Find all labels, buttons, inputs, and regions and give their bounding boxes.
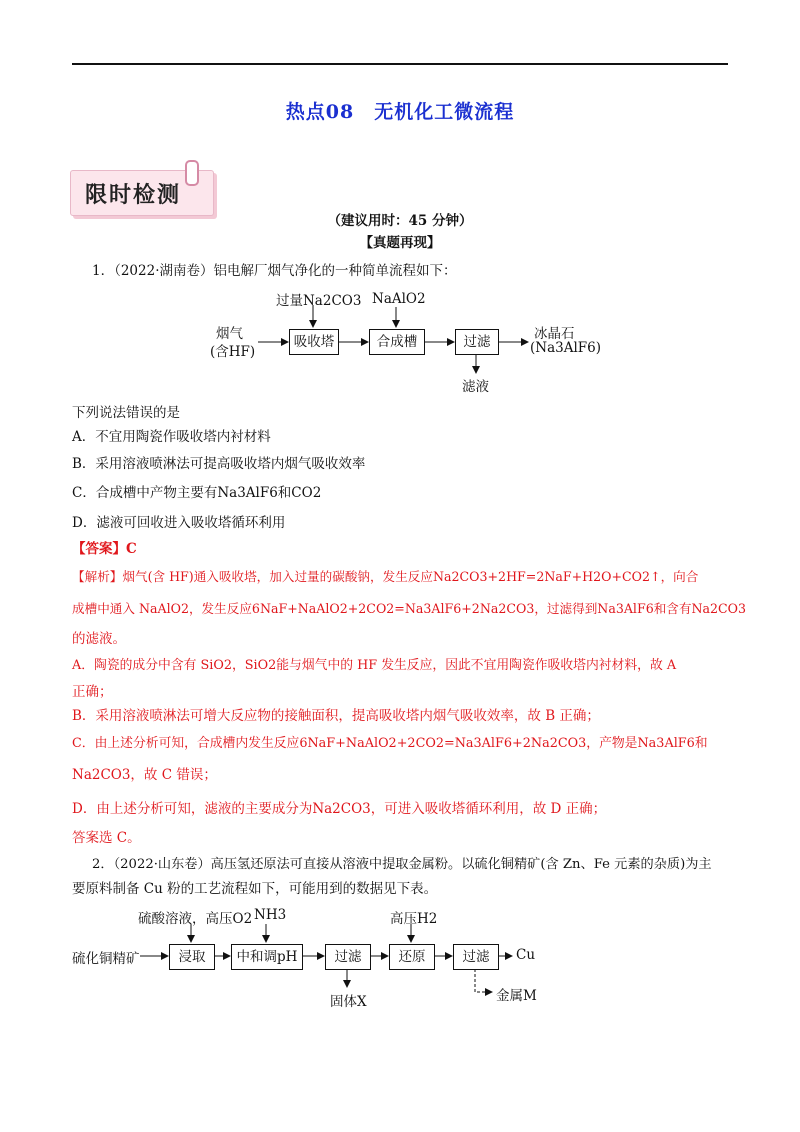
q1-analysis-line: 正确； (72, 684, 113, 700)
q1-analysis-line: 【解析】烟气(含 HF)通入吸收塔，加入过量的碳酸钠，发生反应Na2CO3+2HF=2NaF+H2O+CO2↑，向合 (72, 569, 699, 584)
q2-stem-1: 2．（2022·山东卷）高压氢还原法可直接从溶液中提取金属粉。以硫化铜精矿(含 Zn、Fe 元素的杂质)为主 (92, 857, 712, 872)
q1-output-2: (Na3AlF6) (530, 340, 602, 356)
q1-analysis-line: D．由上述分析可知，滤液的主要成分为Na2CO3，可进入吸收塔循环利用，故 D 正确； (72, 801, 607, 817)
q1-box-filter: 过滤 (455, 329, 499, 355)
q1-output-1: 冰晶石 (534, 326, 575, 342)
q1-option-b: B．采用溶液喷淋法可提高吸收塔内烟气吸收效率 (72, 456, 366, 472)
q1-analysis-line: 的滤液。 (72, 631, 126, 647)
q1-option-d: D．滤液可回收进入吸收塔循环利用 (72, 515, 286, 531)
q2-output: Cu (516, 947, 536, 963)
page-title: 热点08 无机化工微流程 (285, 101, 515, 123)
section-heading: 【真题再现】 (359, 235, 441, 251)
arrow2-metal (475, 969, 492, 992)
q1-analysis-line: Na2CO3，故 C 错误； (72, 767, 217, 783)
q1-reagent-2: NaAlO2 (372, 291, 426, 307)
q2-box-filter-1: 过滤 (325, 944, 371, 970)
q2-input: 硫化铜精矿 (72, 951, 140, 967)
time-note: （建议用时：45 分钟） (327, 213, 473, 229)
q1-analysis-line: 答案选 C。 (72, 830, 141, 846)
q2-metal: 金属M (496, 988, 537, 1004)
q1-analysis-line: C．由上述分析可知，合成槽内发生反应6NaF+NaAlO2+2CO2=Na3AlF6+2Na2CO3，产物是Na3AlF6和 (72, 736, 708, 751)
q1-box-absorber: 吸收塔 (289, 329, 339, 355)
q2-reagent-1: 硫酸溶液，高压O2 (138, 911, 253, 927)
badge-label: 限时检测 (85, 182, 182, 208)
q1-analysis-line: 成槽中通入 NaAlO2，发生反应6NaF+NaAlO2+2CO2=Na3AlF6+2Na2CO3，过滤得到Na3AlF6和含有Na2CO3 (72, 601, 747, 616)
q2-reagent-3: 高压H2 (390, 911, 438, 927)
q2-box-reduce: 还原 (389, 944, 435, 970)
q2-box-neutralize: 中和调pH (231, 944, 303, 970)
q1-option-a: A．不宜用陶瓷作吸收塔内衬材料 (72, 429, 271, 445)
q1-box-synthesis: 合成槽 (369, 329, 425, 355)
q1-stem: 1．（2022·湖南卷）铝电解厂烟气净化的一种简单流程如下： (92, 263, 457, 279)
q1-filtrate: 滤液 (462, 379, 489, 395)
q2-solid: 固体X (330, 994, 367, 1010)
q2-box-filter-2: 过滤 (453, 944, 499, 970)
q1-analysis-line: B．采用溶液喷淋法可增大反应物的接触面积，提高吸收塔内烟气吸收效率，故 B 正确； (72, 708, 600, 724)
q1-prompt: 下列说法错误的是 (72, 405, 180, 421)
q1-input-1: 烟气 (216, 326, 243, 342)
q2-reagent-2: NH3 (254, 907, 287, 923)
q1-answer: 【答案】C (72, 541, 137, 557)
q2-stem-2: 要原料制备 Cu 粉的工艺流程如下，可能用到的数据见下表。 (72, 881, 438, 897)
q1-reagent-1: 过量Na2CO3 (276, 293, 362, 309)
q1-analysis-line: A．陶瓷的成分中含有 SiO2，SiO2能与烟气中的 HF 发生反应，因此不宜用陶瓷作吸收塔内衬材料，故 A (72, 658, 677, 673)
q1-option-c: C．合成槽中产物主要有Na3AlF6和CO2 (72, 485, 322, 501)
q1-input-2: (含HF) (210, 344, 256, 360)
q2-box-leach: 浸取 (169, 944, 215, 970)
